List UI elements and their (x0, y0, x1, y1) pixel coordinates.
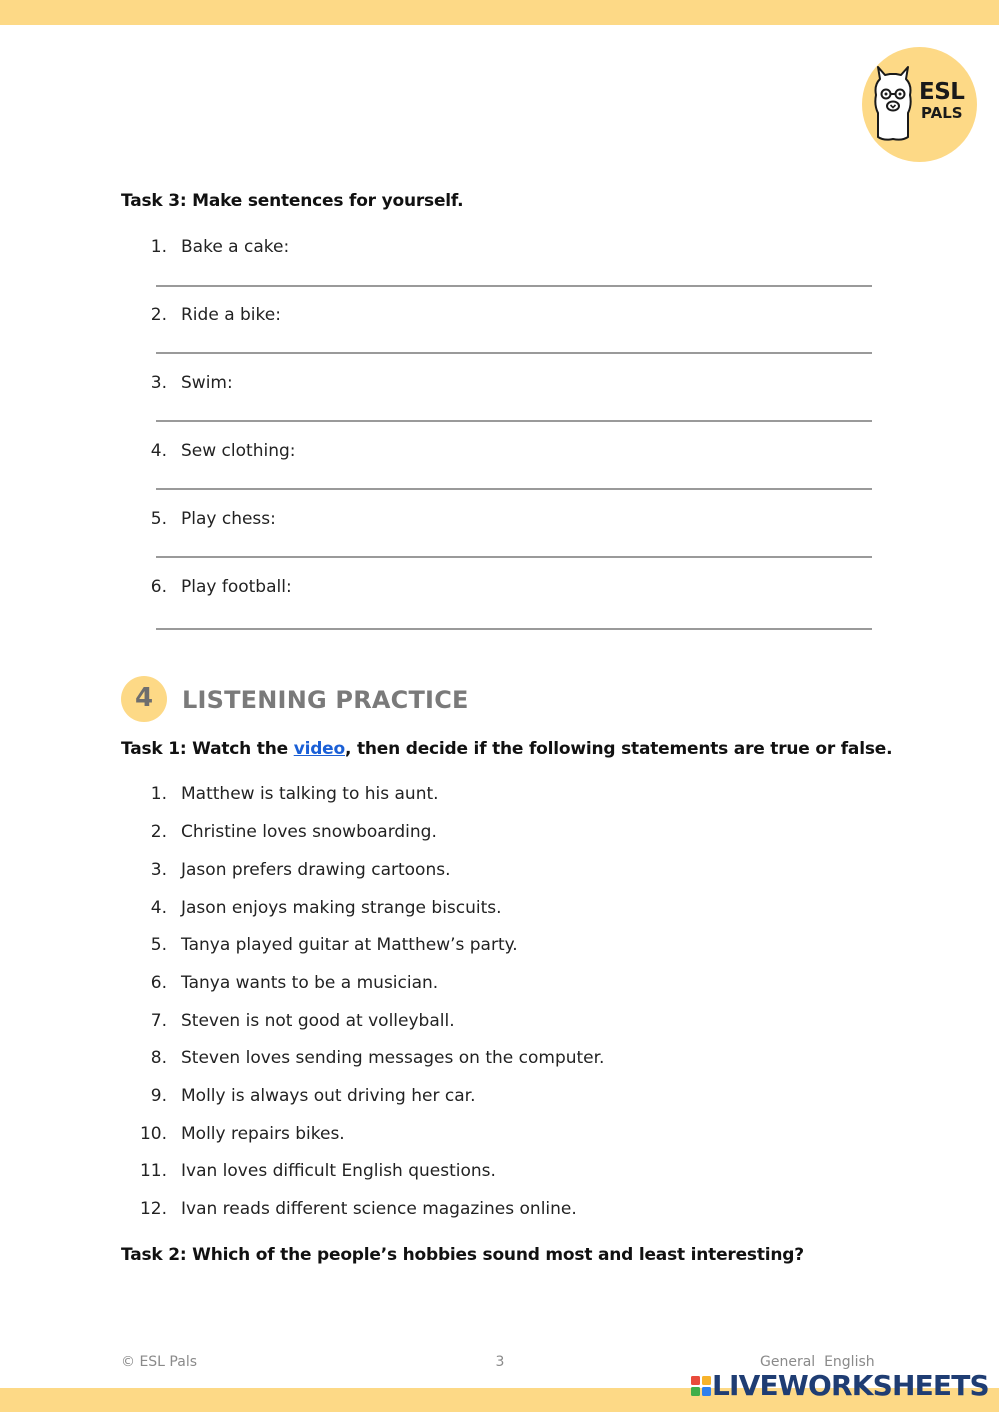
answer-line[interactable] (156, 352, 872, 354)
task3-item-text: Swim: (181, 373, 233, 393)
section-number: 4 (134, 683, 154, 713)
statement-text: Christine loves snowboarding. (181, 822, 437, 842)
liveworksheets-blocks-icon (690, 1375, 712, 1397)
statement-number: 11. (139, 1161, 167, 1181)
answer-line[interactable] (156, 488, 872, 490)
task3-item-text: Play football: (181, 577, 292, 597)
esl-pals-logo (862, 47, 977, 162)
answer-line[interactable] (156, 556, 872, 558)
statement-number: 6. (150, 973, 167, 993)
task1-title-start: Task 1: Watch the (121, 739, 294, 759)
statement-number: 8. (150, 1048, 167, 1068)
task3-item-text: Sew clothing: (181, 441, 296, 461)
logo-text-esl: ESL (919, 79, 965, 105)
footer-course: General English (760, 1354, 875, 1370)
footer-page-number: 3 (495, 1354, 505, 1370)
task3-item-text: Bake a cake: (181, 237, 290, 257)
task3-title: Task 3: Make sentences for yourself. (121, 191, 464, 211)
section-title: LISTENING PRACTICE (182, 686, 469, 714)
task3-item-number: 2. (150, 305, 167, 325)
statement-text: Molly repairs bikes. (181, 1124, 345, 1144)
liveworksheets-wordmark: LIVEWORKSHEETS (712, 1369, 989, 1402)
llama-icon (868, 65, 918, 143)
footer-copyright: © ESL Pals (121, 1354, 198, 1370)
statement-number: 4. (150, 898, 167, 918)
task3-item-number: 4. (150, 441, 167, 461)
task3-item-number: 5. (150, 509, 167, 529)
statement-text: Tanya played guitar at Matthew’s party. (181, 935, 518, 955)
answer-line[interactable] (156, 628, 872, 630)
statement-text: Jason prefers drawing cartoons. (181, 860, 451, 880)
statement-number: 10. (139, 1124, 167, 1144)
task2-title: Task 2: Which of the people’s hobbies sound most and least interesting? (121, 1245, 804, 1265)
task1-title (121, 741, 892, 758)
answer-line[interactable] (156, 285, 872, 287)
statement-text: Jason enjoys making strange biscuits. (181, 898, 502, 918)
statement-number: 7. (150, 1011, 167, 1031)
statement-text: Ivan loves difficult English questions. (181, 1161, 496, 1181)
task1-title-end: , then decide if the following statements are true or false. (344, 739, 893, 759)
statement-number: 3. (150, 860, 167, 880)
task3-item-text: Play chess: (181, 509, 276, 529)
statement-number: 2. (150, 822, 167, 842)
statement-text: Matthew is talking to his aunt. (181, 784, 439, 804)
statement-text: Tanya wants to be a musician. (181, 973, 439, 993)
video-link[interactable]: video (293, 739, 345, 759)
statement-text: Ivan reads different science magazines online. (181, 1199, 577, 1219)
logo-text-pals: PALS (921, 104, 963, 122)
statement-number: 12. (139, 1199, 167, 1219)
task3-item-text: Ride a bike: (181, 305, 281, 325)
statement-text: Steven loves sending messages on the computer. (181, 1048, 605, 1068)
statement-number: 9. (150, 1086, 167, 1106)
task3-item-number: 1. (150, 237, 167, 257)
statement-text: Steven is not good at volleyball. (181, 1011, 455, 1031)
top-accent-bar (0, 0, 999, 25)
statement-number: 1. (150, 784, 167, 804)
task3-item-number: 3. (150, 373, 167, 393)
statement-number: 5. (150, 935, 167, 955)
answer-line[interactable] (156, 420, 872, 422)
statement-text: Molly is always out driving her car. (181, 1086, 476, 1106)
section-number-badge (121, 676, 167, 722)
task3-item-number: 6. (150, 577, 167, 597)
